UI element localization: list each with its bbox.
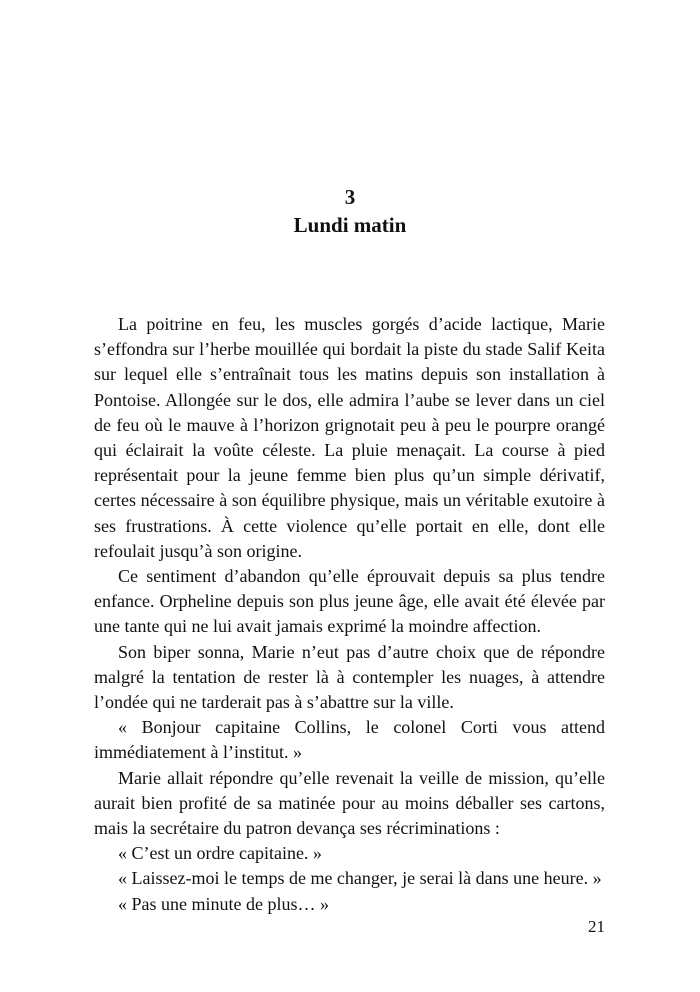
dialogue-paragraph: « C’est un ordre capitaine. »: [118, 843, 322, 864]
dialogue-paragraph: « Pas une minute de plus… »: [118, 893, 329, 914]
chapter-number: 3: [344, 185, 356, 209]
chapter-body: [94, 312, 605, 917]
paragraph: Son biper sonna, Marie n’eut pas d’autre choix que de répondre malgré la tentation de rester là à contempler les nuages, à attendre l’ondée qui ne tarderait pas à s’abattre sur la ville.: [94, 641, 605, 713]
dialogue-paragraph: « Laissez-moi le temps de me changer, je serai là dans une heure. »: [118, 868, 602, 889]
dialogue-paragraph: « Bonjour capitaine Collins, le colonel Corti vous attend immédiatement à l’institut. »: [94, 717, 605, 763]
paragraph: Marie allait répondre qu’elle revenait la veille de mission, qu’elle aurait bien profité de sa matinée pour au moins déballer ses cartons, mais la secrétaire du patron devança ses récriminations :: [94, 767, 605, 839]
paragraph: Ce sentiment d’abandon qu’elle éprouvait depuis sa plus tendre enfance. Orpheline depuis son plus jeune âge, elle avait été élevée par une tante qui ne lui avait jamais exprimé la moindre affection.: [94, 566, 605, 637]
page-number: 21: [588, 917, 605, 936]
chapter-title: Lundi matin: [293, 213, 407, 237]
paragraph: La poitrine en feu, les muscles gorgés d’acide lactique, Marie s’effondra sur l’herbe mouillée qui bordait la piste du stade Salif Keita sur lequel elle s’entraînait tous les matins depuis son installation à Pontoise. Allongée sur le dos, elle admira l’aube se lever dans un ciel de feu où le mauve à l’horizon grignotait peu à peu le pourpre orangé qui éclairait la voûte céleste. La pluie menaçait. La course à pied représentait pour la jeune femme bien plus qu’un simple dérivatif, certes nécessaire à son équilibre physique, mais un véritable exutoire à ses frustrations. À cette violence qu’elle portait en elle, dont elle refoulait jusqu’à son origine.: [94, 314, 605, 561]
